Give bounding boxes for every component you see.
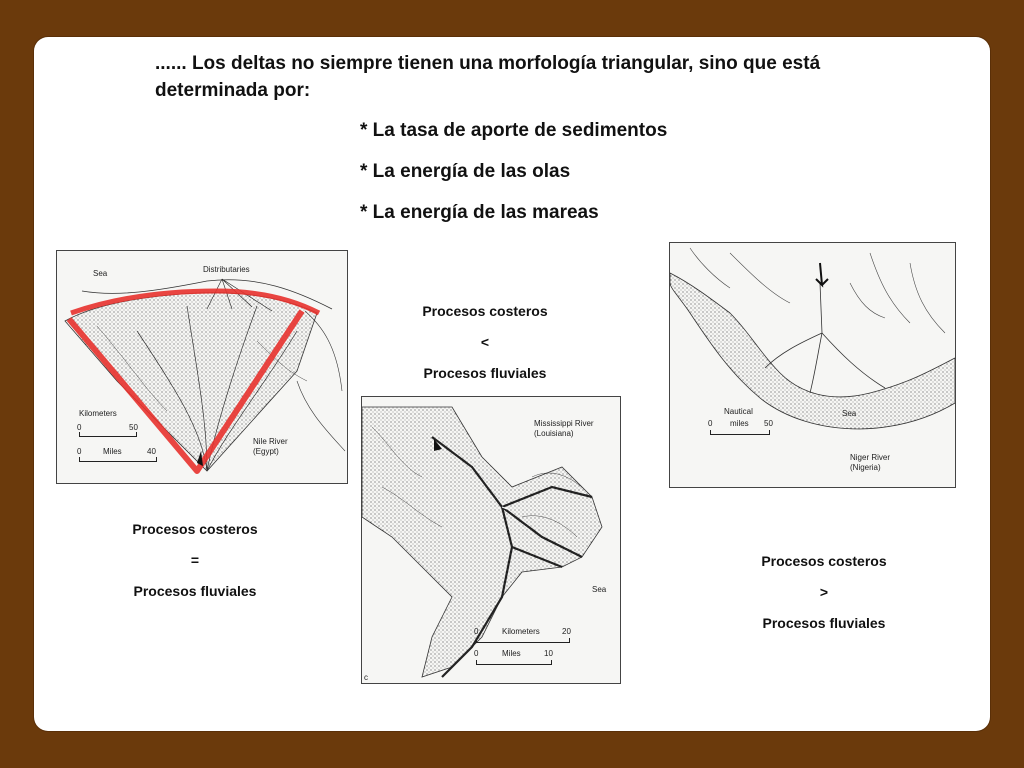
nile-km-label: Kilometers xyxy=(79,409,117,418)
nile-delta-map xyxy=(56,250,348,484)
nile-caption-line-3: Procesos fluviales xyxy=(133,583,257,599)
mississippi-miles-label: Miles xyxy=(502,649,521,658)
mississippi-river-label: Mississippi River (Louisiana) xyxy=(534,419,594,438)
nile-caption-line-2: = xyxy=(190,552,200,568)
nile-distributaries-label: Distributaries xyxy=(203,265,250,274)
intro-text: ...... Los deltas no siempre tienen una morfología triangular, sino que está determinada por: xyxy=(155,53,821,101)
nile-delta-drawing xyxy=(57,251,347,483)
nile-miles-tick-0: 0 xyxy=(77,447,82,456)
mississippi-miles-scalebar xyxy=(476,660,552,665)
niger-caption-line-3: Procesos fluviales xyxy=(762,615,886,631)
mississippi-km-tick-20: 20 xyxy=(562,627,571,636)
mississippi-km-scalebar xyxy=(476,638,570,643)
mississippi-panel-letter: c xyxy=(364,673,368,682)
mississippi-miles-tick-10: 10 xyxy=(544,649,553,658)
niger-nautical-label: Nautical xyxy=(724,407,753,416)
niger-caption-line-2: > xyxy=(819,584,829,600)
bullet-wave-energy: * La energía de las olas xyxy=(360,161,571,182)
bullet-sediment: * La tasa de aporte de sedimentos xyxy=(360,120,668,141)
niger-nautical-miles-label: miles xyxy=(730,419,749,428)
nile-river-label: Nile River (Egypt) xyxy=(253,437,288,456)
niger-delta-drawing xyxy=(670,243,955,487)
nile-caption-line-1: Procesos costeros xyxy=(132,521,258,537)
mississippi-caption-line-2: < xyxy=(480,334,490,350)
nile-caption xyxy=(95,514,295,607)
mississippi-miles-tick-0: 0 xyxy=(474,649,479,658)
niger-nautical-tick-0: 0 xyxy=(708,419,713,428)
nile-km-tick-50: 50 xyxy=(129,423,138,432)
niger-caption xyxy=(724,546,924,639)
mississippi-caption-line-3: Procesos fluviales xyxy=(423,365,547,381)
mississippi-km-label: Kilometers xyxy=(502,627,540,636)
mississippi-km-tick-0: 0 xyxy=(474,627,479,636)
mississippi-sea-label: Sea xyxy=(592,585,607,594)
mississippi-caption-line-1: Procesos costeros xyxy=(422,303,548,319)
niger-nautical-tick-50: 50 xyxy=(764,419,773,428)
nile-miles-tick-40: 40 xyxy=(147,447,156,456)
niger-sea-label: Sea xyxy=(842,409,857,418)
bullet-tide-energy: * La energía de las mareas xyxy=(360,202,599,223)
nile-sea-label: Sea xyxy=(93,269,108,278)
mississippi-caption xyxy=(385,296,585,389)
nile-km-tick-0: 0 xyxy=(77,423,82,432)
nile-miles-scalebar xyxy=(79,457,157,462)
niger-nautical-scalebar xyxy=(710,430,770,435)
niger-river-label: Niger River (Nigeria) xyxy=(850,453,891,472)
niger-caption-line-1: Procesos costeros xyxy=(761,553,887,569)
nile-miles-label: Miles xyxy=(103,447,122,456)
niger-delta-map xyxy=(669,242,956,488)
mississippi-delta-map xyxy=(361,396,621,684)
